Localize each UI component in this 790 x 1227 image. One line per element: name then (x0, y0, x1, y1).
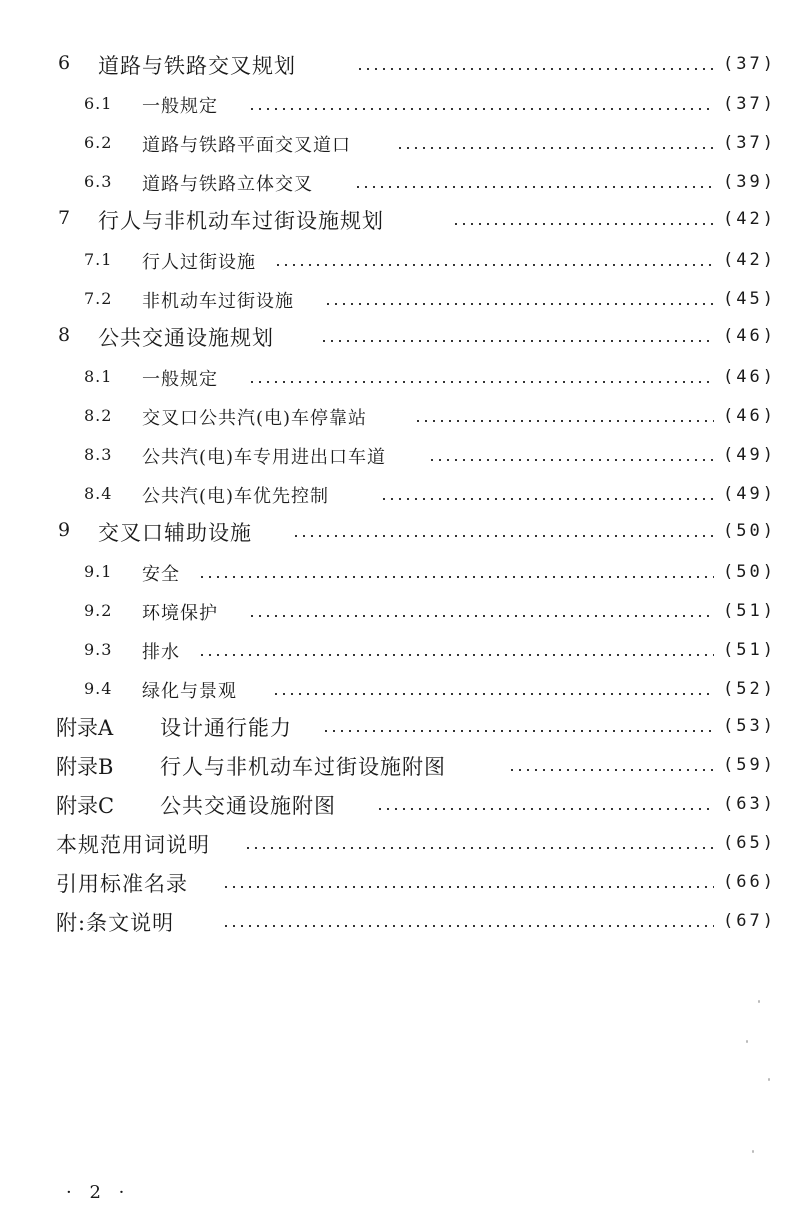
entry-title: 行人与非机动车过街设施附图 (160, 755, 446, 779)
appendix-label: 附录C (56, 794, 115, 818)
entry-title: 道路与铁路立体交叉 (142, 174, 313, 195)
page-reference: (51) (723, 601, 776, 621)
toc-entry[interactable] (0, 751, 790, 781)
section-number: 8.1 (84, 367, 113, 386)
section-number: 8.3 (84, 445, 113, 464)
section-number: 9.1 (84, 562, 113, 581)
toc-entry[interactable] (0, 517, 790, 547)
entry-title: 一般规定 (142, 96, 218, 117)
dot-leader (376, 808, 714, 810)
entry-title: 公共汽(电)车专用进出口车道 (142, 447, 387, 468)
section-number: 6.1 (84, 94, 113, 113)
dot-leader (380, 498, 714, 500)
page-reference: (42) (723, 250, 776, 270)
entry-title: 公共交通设施规划 (98, 326, 274, 350)
section-number: 7.2 (84, 289, 113, 308)
dot-leader (248, 381, 714, 383)
page-reference: (65) (723, 833, 776, 853)
entry-title: 环境保护 (142, 603, 218, 624)
toc-entry[interactable] (0, 205, 790, 235)
toc-entry[interactable] (0, 790, 790, 820)
page-reference: (45) (723, 289, 776, 309)
toc-entry[interactable] (0, 90, 790, 120)
toc-entry[interactable] (0, 50, 790, 80)
entry-title: 道路与铁路交叉规划 (98, 54, 296, 78)
dot-leader (320, 340, 714, 342)
page-number-footer: · 2 · (66, 1182, 131, 1203)
entry-title: 一般规定 (142, 369, 218, 390)
entry-title: 设计通行能力 (160, 716, 292, 740)
page-reference: (67) (723, 911, 776, 931)
toc-entry[interactable] (0, 480, 790, 510)
toc-entry[interactable] (0, 558, 790, 588)
page-reference: (53) (723, 716, 776, 736)
entry-title: 行人过街设施 (142, 252, 256, 273)
entry-title: 行人与非机动车过街设施规划 (98, 209, 384, 233)
dot-leader (396, 147, 714, 149)
entry-title: 道路与铁路平面交叉道口 (142, 135, 351, 156)
entry-title: 排水 (142, 642, 180, 663)
section-number: 6.2 (84, 133, 113, 152)
section-number: 9.4 (84, 679, 113, 698)
dot-leader (292, 535, 714, 537)
entry-title: 引用标准名录 (56, 872, 188, 896)
page-reference: (46) (723, 326, 776, 346)
page-reference: (51) (723, 640, 776, 660)
page-reference: (46) (723, 367, 776, 387)
page-reference: (42) (723, 209, 776, 229)
section-number: 9.3 (84, 640, 113, 659)
toc-entry[interactable] (0, 363, 790, 393)
dot-leader (274, 264, 714, 266)
toc-entry[interactable] (0, 636, 790, 666)
page-reference: (49) (723, 445, 776, 465)
toc-entry[interactable] (0, 712, 790, 742)
dot-leader (354, 186, 714, 188)
section-number: 8.4 (84, 484, 113, 503)
dot-leader (508, 769, 714, 771)
dot-leader (222, 925, 714, 927)
toc-entry[interactable] (0, 675, 790, 705)
entry-title: 非机动车过街设施 (142, 291, 294, 312)
dot-leader (198, 654, 714, 656)
toc-entry[interactable] (0, 129, 790, 159)
entry-title: 附:条文说明 (56, 911, 175, 935)
page-reference: (46) (723, 406, 776, 426)
toc-entry[interactable] (0, 907, 790, 937)
section-number: 9.2 (84, 601, 113, 620)
dot-leader (244, 847, 714, 849)
chapter-number: 8 (58, 324, 71, 346)
dot-leader (428, 459, 714, 461)
section-number: 7.1 (84, 250, 113, 269)
dot-leader (272, 693, 714, 695)
entry-title: 本规范用词说明 (56, 833, 210, 857)
toc-entry[interactable] (0, 868, 790, 898)
page-reference: (37) (723, 133, 776, 153)
page-reference: (37) (723, 94, 776, 114)
page-reference: (37) (723, 54, 776, 74)
section-number: 6.3 (84, 172, 113, 191)
page-reference: (50) (723, 562, 776, 582)
entry-title: 安全 (142, 564, 180, 585)
section-number: 8.2 (84, 406, 113, 425)
entry-title: 公共交通设施附图 (160, 794, 336, 818)
page-reference: (50) (723, 521, 776, 541)
toc-entry[interactable] (0, 441, 790, 471)
dot-leader (248, 108, 714, 110)
dot-leader (222, 886, 714, 888)
appendix-label: 附录A (56, 716, 114, 740)
entry-title: 交叉口辅助设施 (98, 521, 252, 545)
page-reference: (59) (723, 755, 776, 775)
page-reference: (66) (723, 872, 776, 892)
entry-title: 绿化与景观 (142, 681, 237, 702)
appendix-label: 附录B (56, 755, 114, 779)
entry-title: 交叉口公共汽(电)车停靠站 (142, 408, 368, 429)
toc-entry[interactable] (0, 597, 790, 627)
toc-entry[interactable] (0, 322, 790, 352)
page-reference: (39) (723, 172, 776, 192)
dot-leader (356, 68, 714, 70)
chapter-number: 9 (58, 519, 71, 541)
dot-leader (452, 223, 714, 225)
toc-entry[interactable] (0, 168, 790, 198)
dot-leader (198, 576, 714, 578)
toc-entry[interactable] (0, 402, 790, 432)
toc-entry[interactable] (0, 285, 790, 315)
dot-leader (324, 303, 714, 305)
dot-leader (322, 730, 714, 732)
chapter-number: 7 (58, 207, 71, 229)
toc-entry[interactable] (0, 829, 790, 859)
dot-leader (414, 420, 714, 422)
page-reference: (63) (723, 794, 776, 814)
page-reference: (52) (723, 679, 776, 699)
entry-title: 公共汽(电)车优先控制 (142, 486, 330, 507)
page-reference: (49) (723, 484, 776, 504)
chapter-number: 6 (58, 52, 71, 74)
toc-entry[interactable] (0, 246, 790, 276)
dot-leader (248, 615, 714, 617)
